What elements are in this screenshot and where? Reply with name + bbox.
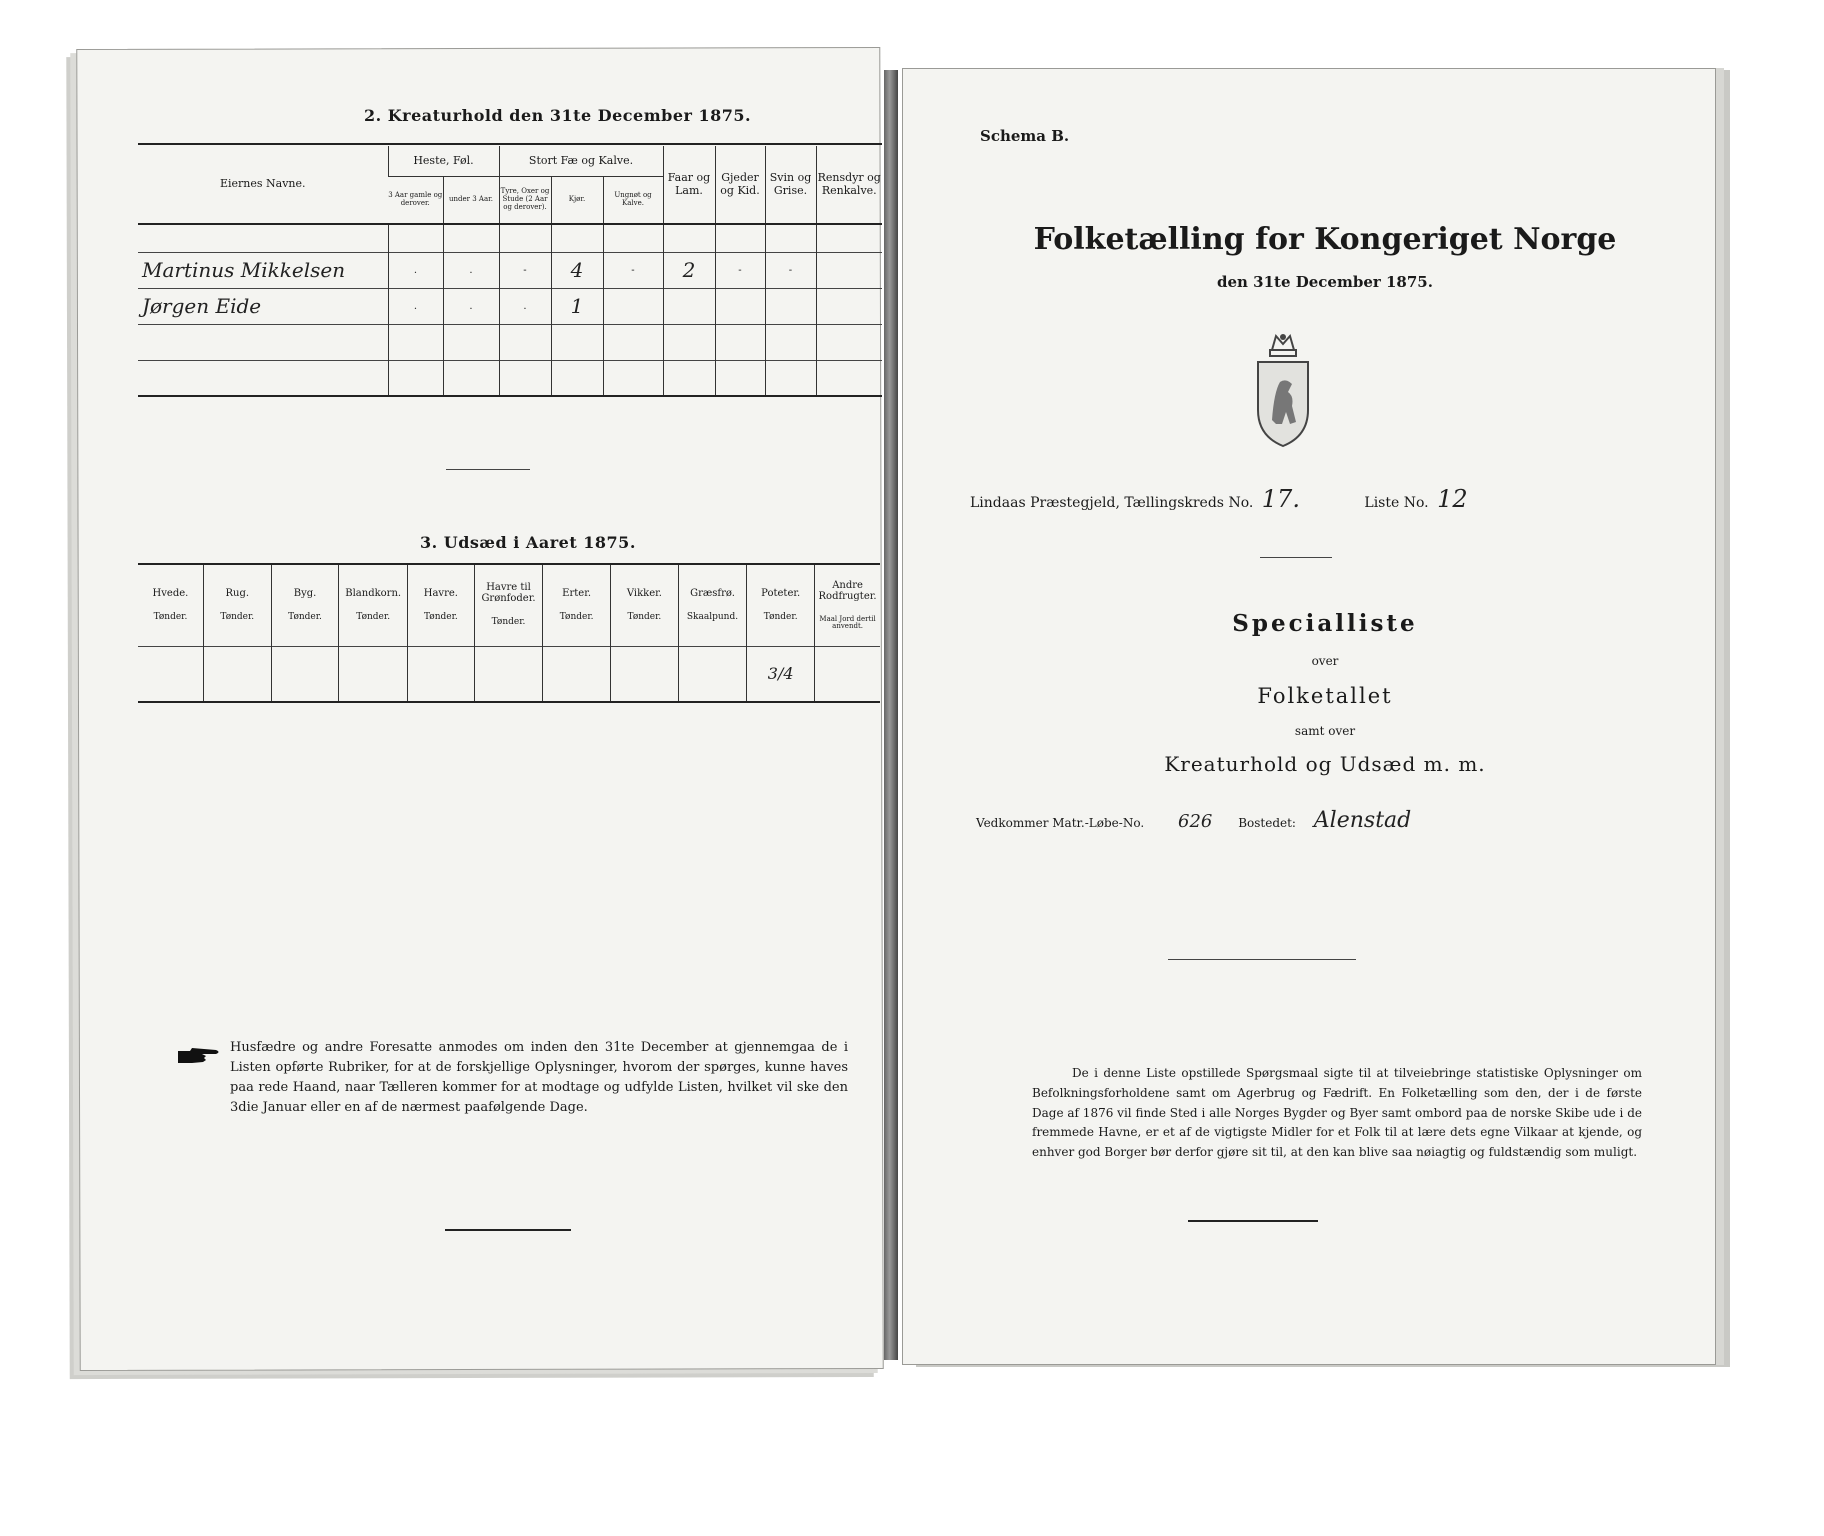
divider xyxy=(446,469,530,470)
crop-unit: Skaalpund. xyxy=(686,611,739,622)
col-rensdyr: Rensdyr og Renkalve. xyxy=(816,146,882,224)
crop-name: Vikker. xyxy=(626,587,662,599)
crop-header xyxy=(747,564,815,646)
footer-text: De i denne Liste opstillede Spørgsmaal sigte til at tilveiebringe statistiske Oplysninger om Befolkningsforholdene samt om Agerbrug og Fædrift. En Folketælling som den, der i de første Dage af 1876 vil finde Sted i alle Norges Bygder og Byer samt ombord paa de norske Skibe ude i de fremmede Havne, er et af de vigtigste Midler for et Folk til at lære dets egne Vilkaar at kjende, og enhver god Borger bør derfor gjøre sit til, at den kan blive saa nøiagtig og fuldstændig som muligt. xyxy=(1032,1066,1642,1160)
coat-of-arms-icon xyxy=(1250,332,1316,450)
matr-line xyxy=(976,808,1411,833)
cell: - xyxy=(499,252,551,288)
cell: . xyxy=(388,252,443,288)
crop-header xyxy=(407,564,474,646)
crop-name: Erter. xyxy=(562,587,592,599)
cell: - xyxy=(603,252,663,288)
divider xyxy=(1260,557,1332,558)
crop-value xyxy=(678,646,746,702)
cell: . xyxy=(443,288,499,324)
section2-title: 2. Kreaturhold den 31te December 1875. xyxy=(364,106,752,125)
crop-name: Poteter. xyxy=(761,587,801,599)
col-gjeder: Gjeder og Kid. xyxy=(715,146,765,224)
table-row xyxy=(138,288,882,324)
col-stort-group: Stort Fæ og Kalve. xyxy=(499,146,663,176)
col-owner: Eiernes Navne. xyxy=(219,177,306,191)
crop-header xyxy=(203,564,271,646)
crop-value xyxy=(339,646,408,702)
owner-name: Martinus Mikkelsen xyxy=(142,258,346,282)
crop-header xyxy=(815,564,880,646)
notice-text: Husfædre og andre Foresatte anmodes om inden den 31te December at gjennemgaa de i Listen opførte Rubriker, for at de forskjellige Oplysninger, hvorom der spørges, kunne haves paa rede Haand, naar Tælleren kommer for at modtage og udfylde Listen, hvilket vil ske den 3die Januar eller en af de nærmest paafølgende Dage. xyxy=(230,1040,848,1116)
crop-unit: Tønder. xyxy=(153,611,188,622)
col-heste-group: Heste, Føl. xyxy=(388,146,499,176)
crop-header xyxy=(271,564,339,646)
divider xyxy=(1188,1220,1318,1222)
crop-name: Havre til Grønfoder. xyxy=(481,582,536,605)
crop-name: Blandkorn. xyxy=(345,587,402,599)
crop-header xyxy=(474,564,542,646)
crop-unit: Tønder. xyxy=(356,611,391,622)
cell: - xyxy=(765,252,816,288)
crop-name: Andre Rodfrugter. xyxy=(818,579,877,602)
table-row xyxy=(138,252,882,288)
crop-value xyxy=(611,646,679,702)
right-page xyxy=(902,68,1716,1365)
livestock-table xyxy=(138,146,882,397)
crop-unit: Tønder. xyxy=(288,611,322,622)
over-text: over xyxy=(1311,654,1339,668)
bosted-label: Bostedet: xyxy=(1238,816,1296,830)
cell: 4 xyxy=(551,252,603,288)
cell: . xyxy=(443,252,499,288)
district-label: Lindaas Præstegjeld, Tællingskreds No. xyxy=(970,495,1254,511)
crop-name: Havre. xyxy=(423,587,458,599)
owner-name: Jørgen Eide xyxy=(142,294,262,318)
folketallet-heading: Folketallet xyxy=(1257,684,1393,708)
crop-value xyxy=(271,646,339,702)
district-line xyxy=(970,485,1468,513)
matr-number: 626 xyxy=(1178,811,1213,832)
crop-name: Byg. xyxy=(293,587,317,599)
crops-table xyxy=(138,563,880,703)
bosted-value: Alenstad xyxy=(1313,808,1412,833)
cell xyxy=(715,288,765,324)
crop-name: Hvede. xyxy=(152,587,189,599)
crop-value xyxy=(203,646,271,702)
crop-unit: Maal Jord dertil anvendt. xyxy=(819,614,876,631)
cell xyxy=(603,288,663,324)
col-heste-a: 3 Aar gamle og derover. xyxy=(388,191,443,207)
crop-name: Rug. xyxy=(225,587,250,599)
col-stort-b: Kjør. xyxy=(551,176,603,224)
livestock-table-top-rule xyxy=(138,143,882,145)
divider xyxy=(1168,959,1356,960)
crop-header xyxy=(138,564,203,646)
crop-header xyxy=(543,564,611,646)
cell xyxy=(816,252,882,288)
liste-number: 12 xyxy=(1437,485,1468,513)
crop-header xyxy=(678,564,746,646)
schema-label: Schema B. xyxy=(980,127,1070,145)
crop-value xyxy=(407,646,474,702)
liste-label: Liste No. xyxy=(1364,495,1429,511)
cell: - xyxy=(715,252,765,288)
crop-unit: Tønder. xyxy=(559,611,594,622)
kreaturhold-heading: Kreaturhold og Udsæd m. m. xyxy=(1164,752,1486,776)
district-number: 17. xyxy=(1261,485,1300,513)
col-stort-a: Tyre, Oxer og Stude (2 Aar og derover). xyxy=(499,176,551,224)
specialliste-heading: Specialliste xyxy=(1232,610,1418,637)
col-stort-c: Ungnøt og Kalve. xyxy=(603,176,663,224)
col-faar: Faar og Lam. xyxy=(663,146,715,224)
cell xyxy=(765,288,816,324)
samt-over-text: samt over xyxy=(1294,724,1356,738)
crop-unit: Tønder. xyxy=(423,611,458,622)
matr-label: Vedkommer Matr.-Løbe-No. xyxy=(976,816,1145,830)
cell: . xyxy=(388,288,443,324)
book-spine xyxy=(884,70,898,1360)
col-heste-b: under 3 Aar. xyxy=(443,176,499,224)
crop-unit: Tønder. xyxy=(491,617,526,628)
crop-header xyxy=(339,564,408,646)
crop-name: Græsfrø. xyxy=(690,587,735,599)
title-date: den 31te December 1875. xyxy=(1217,273,1433,291)
crop-value xyxy=(474,646,542,702)
page-title: Folketælling for Kongeriget Norge xyxy=(1033,222,1617,257)
cell xyxy=(663,288,715,324)
col-svin: Svin og Grise. xyxy=(765,146,816,224)
crop-value xyxy=(815,646,880,702)
crop-value xyxy=(543,646,611,702)
crop-value: 3/4 xyxy=(747,646,815,702)
cell: . xyxy=(499,288,551,324)
crop-value xyxy=(138,646,203,702)
pointing-hand-icon xyxy=(176,1046,222,1066)
cell: 1 xyxy=(551,288,603,324)
crop-unit: Tønder. xyxy=(763,611,798,622)
crop-unit: Tønder. xyxy=(220,611,255,622)
cell xyxy=(816,288,882,324)
crop-unit: Tønder. xyxy=(627,611,662,622)
divider xyxy=(445,1229,571,1231)
cell: 2 xyxy=(663,252,715,288)
crop-header xyxy=(611,564,679,646)
section3-title: 3. Udsæd i Aaret 1875. xyxy=(420,533,636,552)
